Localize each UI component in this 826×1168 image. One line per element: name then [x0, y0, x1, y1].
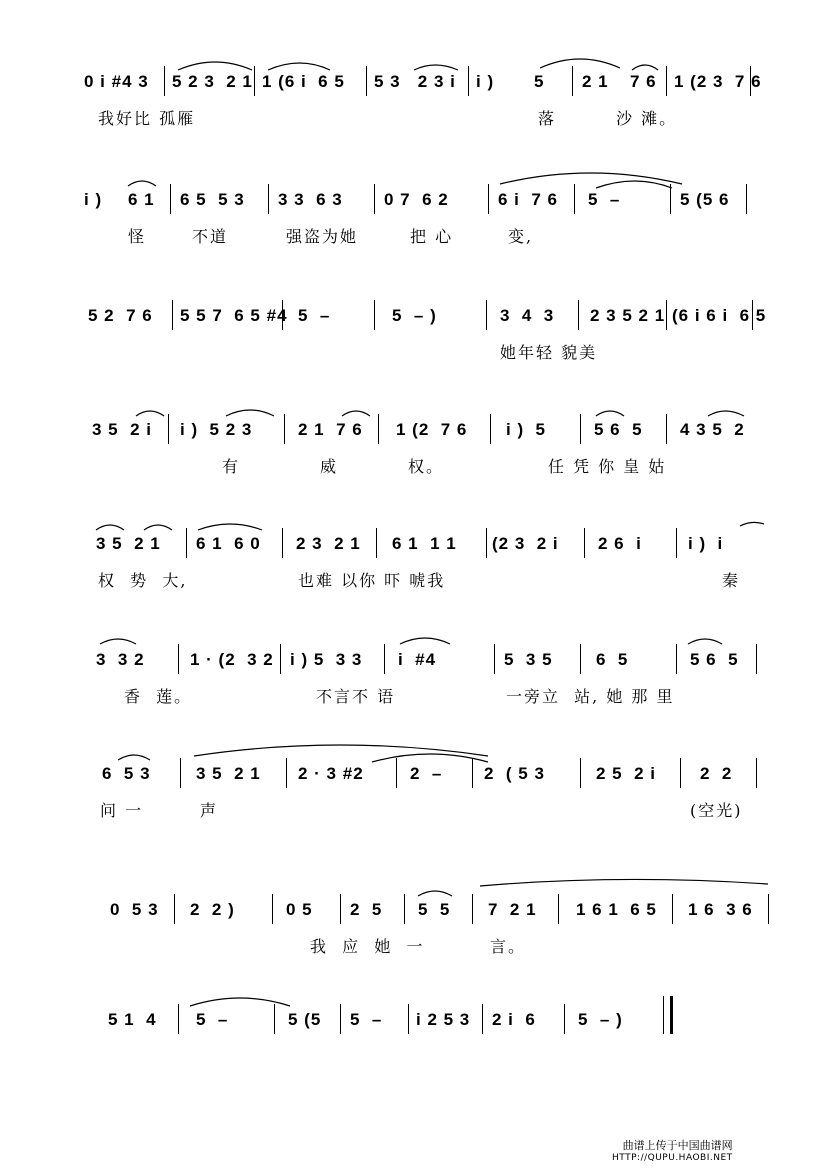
note-group: 6 1 6 0: [196, 534, 261, 553]
note-group: 5 2 7 6: [88, 306, 153, 325]
note-group: 5 –: [350, 1010, 383, 1029]
lyric-line: (空光): [690, 801, 743, 820]
bar-line: [578, 300, 579, 330]
notes-row-7: [0, 752, 826, 788]
note-group: (6 i 6 i 6 5: [672, 306, 767, 325]
note-group: 5 – ): [578, 1010, 623, 1029]
note-group: 1 6 1 6 5: [576, 900, 657, 919]
note-group: i #4: [398, 650, 437, 669]
note-group: 1 (2 3 7 6: [674, 72, 762, 91]
notes-row-2: [0, 178, 826, 214]
note-group: 2 3 5 2 1: [590, 306, 666, 325]
note-group: 5 3 2 3 i: [374, 72, 456, 91]
lyric-line: 不言不 语: [316, 687, 396, 706]
note-group: 5 –: [298, 306, 331, 325]
lyric-line: 我 应 她 一: [310, 937, 425, 956]
notes-row-9: [0, 998, 826, 1034]
slur-marks: [0, 752, 826, 792]
note-group: 5 –: [588, 190, 621, 209]
note-group: 3 5 2 i: [92, 420, 152, 439]
note-group: 1 · (2 3 2: [190, 650, 274, 669]
note-group: 6 i 7 6: [498, 190, 558, 209]
bar-line: [282, 300, 283, 330]
lyric-line: 一旁立 站, 她 那 里: [506, 687, 675, 706]
notes-row-1: [0, 60, 826, 96]
note-group: 5 5: [418, 900, 451, 919]
lyric-line: 威: [320, 457, 339, 476]
slur-marks: [0, 888, 826, 928]
note-group: 2 i 6: [492, 1010, 536, 1029]
bar-line: [172, 300, 173, 330]
slur-marks: [0, 998, 826, 1038]
final-barline: [663, 996, 673, 1034]
note-group: 3 4 3: [500, 306, 555, 325]
notes-row-4: [0, 408, 826, 444]
note-group: 0 7 6 2: [384, 190, 449, 209]
bar-line: [374, 300, 375, 330]
note-group: 2 1: [582, 72, 609, 91]
notes-row-5: [0, 522, 826, 558]
watermark-line-2: HTTP://QUPU.HAOBI.NET: [612, 1153, 733, 1163]
note-group: 5 (5: [288, 1010, 322, 1029]
note-group: 2 5: [350, 900, 383, 919]
note-group: 6 1: [128, 190, 155, 209]
note-group: 1 6 3 6: [688, 900, 753, 919]
note-group: 5 1 4: [108, 1010, 157, 1029]
note-group: 0 5 3: [110, 900, 159, 919]
note-group: 3 3 2: [96, 650, 145, 669]
bar-line: [666, 300, 667, 330]
note-group: 5 3 5: [504, 650, 553, 669]
lyric-line: 怪: [128, 227, 147, 246]
note-group: i 2 5 3: [416, 1010, 471, 1029]
lyric-line: 变,: [508, 227, 534, 246]
note-group: i ): [476, 72, 495, 91]
note-group: 3 5 2 1: [196, 764, 261, 783]
note-group: 2 –: [410, 764, 443, 783]
slur-marks: [0, 60, 826, 100]
note-group: 6 5 5 3: [180, 190, 245, 209]
watermark-line-1: 曲谱上传于中国曲谱网: [622, 1139, 733, 1152]
notes-row-3: [0, 294, 826, 330]
note-group: 5 6 5: [690, 650, 739, 669]
note-group: 7 6: [630, 72, 657, 91]
notes-row-6: [0, 638, 826, 674]
note-group: 1 (2 7 6: [396, 420, 468, 439]
lyric-line: 权。: [408, 457, 445, 476]
note-group: 6 5 3: [102, 764, 151, 783]
note-group: 2 1 7 6: [298, 420, 363, 439]
lyric-line: 任 凭 你 皇 姑: [548, 457, 667, 476]
note-group: 3 5 2 1: [96, 534, 161, 553]
lyric-line: 也难 以你 吓 唬我: [298, 571, 446, 590]
note-group: 0 5: [286, 900, 313, 919]
note-group: 3 3 6 3: [278, 190, 343, 209]
note-group: i ) 5 2 3: [180, 420, 253, 439]
note-group: 5 6 5: [594, 420, 643, 439]
note-group: 5 5 7 6 5 #4: [180, 306, 288, 325]
note-group: 2 5 2 i: [596, 764, 656, 783]
lyric-line: 强盗为她: [286, 227, 359, 246]
slur-marks: [0, 178, 826, 218]
bar-line: [752, 300, 753, 330]
lyric-line: 把 心: [410, 227, 454, 246]
notes-row-8: [0, 888, 826, 924]
note-group: 2 2: [700, 764, 733, 783]
note-group: (2 3 2 i: [492, 534, 559, 553]
note-group: 4 3 5 2: [680, 420, 745, 439]
note-group: 6 5: [596, 650, 629, 669]
note-group: 5 – ): [392, 306, 437, 325]
lyric-line: 秦: [722, 571, 741, 590]
note-group: i ) i: [688, 534, 724, 553]
watermark: [612, 1140, 733, 1164]
slur-marks: [0, 522, 826, 562]
lyric-line: 问 一: [100, 801, 144, 820]
lyric-line: 言。: [490, 937, 527, 956]
slur-marks: [0, 638, 826, 678]
note-group: i ): [84, 190, 103, 209]
note-group: 0 i #4 3: [84, 72, 149, 91]
note-group: 2 6 i: [598, 534, 642, 553]
lyric-line: 沙 滩。: [616, 109, 678, 128]
note-group: i ) 5: [506, 420, 547, 439]
note-group: 2 2 ): [190, 900, 235, 919]
lyric-line: 权 势 大,: [98, 571, 188, 590]
note-group: 6 1 1 1: [392, 534, 457, 553]
note-group: 7 2 1: [488, 900, 537, 919]
lyric-line: 声: [200, 801, 219, 820]
slur-marks: [0, 408, 826, 448]
lyric-line: 她年轻 貌美: [500, 343, 598, 362]
lyric-line: 有: [222, 457, 241, 476]
note-group: i ) 5 3 3: [290, 650, 363, 669]
note-group: 2 3 2 1: [296, 534, 361, 553]
note-group: 5 –: [196, 1010, 229, 1029]
lyric-line: 香 莲。: [124, 687, 193, 706]
note-group: 5 (5 6: [680, 190, 730, 209]
bar-line: [486, 300, 487, 330]
note-group: 2 ( 5 3: [484, 764, 545, 783]
note-group: 5 2 3 2 1: [172, 72, 253, 91]
note-group: 2 · 3 #2: [298, 764, 364, 783]
note-group: 5: [534, 72, 545, 91]
note-group: 1 (6 i 6 5: [262, 72, 345, 91]
lyric-line: 我好比 孤雁: [98, 109, 196, 128]
lyric-line: 落: [538, 109, 557, 128]
lyric-line: 不道: [192, 227, 229, 246]
